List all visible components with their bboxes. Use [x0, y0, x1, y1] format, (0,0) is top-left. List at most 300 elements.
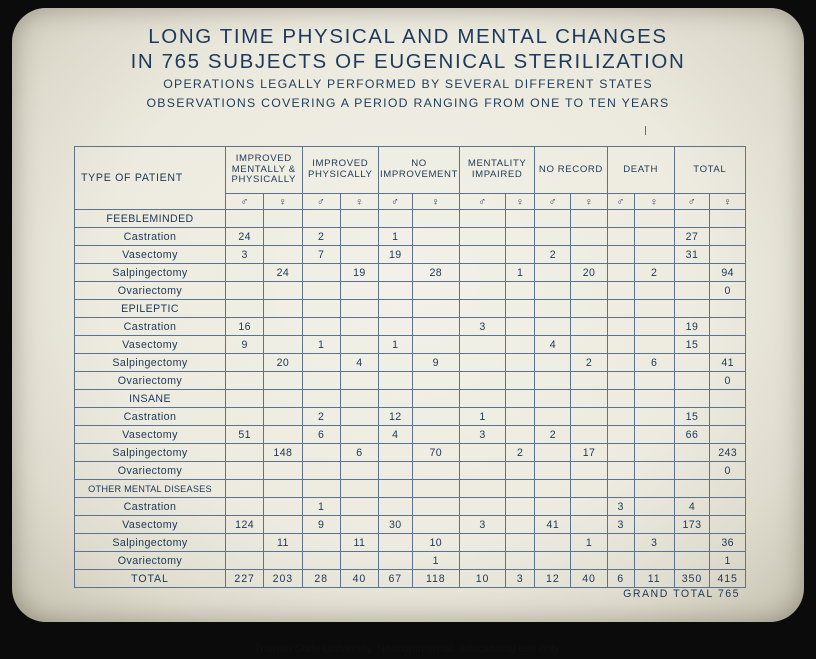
table-cell — [535, 534, 571, 552]
table-row — [75, 246, 746, 264]
table-head — [75, 147, 746, 210]
table-cell — [607, 408, 634, 426]
table-cell — [607, 282, 634, 300]
total-cell: 12 — [535, 570, 571, 588]
table-cell — [535, 444, 571, 462]
table-row — [75, 282, 746, 300]
table-cell: 41 — [710, 354, 746, 372]
table-cell — [379, 498, 413, 516]
table-cell: 4 — [340, 354, 378, 372]
table-cell: 2 — [302, 228, 340, 246]
table-cell — [535, 264, 571, 282]
table-cell-empty — [340, 390, 378, 408]
table-cell — [506, 372, 535, 390]
table-cell — [535, 318, 571, 336]
table-cell — [264, 516, 302, 534]
table-cell — [571, 498, 607, 516]
column-header-total: TOTAL — [674, 147, 745, 194]
column-header-improved-physically: IMPROVED PHYSICALLY — [302, 147, 379, 194]
table-row — [75, 462, 746, 480]
table-cell — [226, 282, 264, 300]
table-cell: 1 — [302, 498, 340, 516]
table-cell: 15 — [674, 408, 710, 426]
table-cell-empty — [571, 210, 607, 228]
female-symbol-icon-2: ♀ — [340, 194, 378, 210]
table-cell: 16 — [226, 318, 264, 336]
table-cell — [634, 228, 674, 246]
table-cell — [607, 264, 634, 282]
table-cell — [226, 408, 264, 426]
table-cell-empty — [340, 300, 378, 318]
section-label: EPILEPTIC — [75, 300, 226, 318]
table-cell: 10 — [412, 534, 459, 552]
procedure-label: Vasectomy — [75, 516, 226, 534]
table-row — [75, 426, 746, 444]
table-cell: 9 — [302, 516, 340, 534]
table-row — [75, 228, 746, 246]
table-cell: 3 — [607, 498, 634, 516]
table-cell-empty — [460, 390, 506, 408]
table-cell — [302, 372, 340, 390]
column-header-improved-mentally-physically: IMPROVED MENTALLY & PHYSICALLY — [226, 147, 303, 194]
title-line-1: LONG TIME PHYSICAL AND MENTAL CHANGES — [148, 25, 668, 48]
table-cell — [226, 534, 264, 552]
table-row — [75, 264, 746, 282]
table-cell-empty — [412, 390, 459, 408]
procedure-label: Vasectomy — [75, 246, 226, 264]
table-cell — [634, 246, 674, 264]
table-cell — [506, 516, 535, 534]
table-cell-empty — [302, 300, 340, 318]
table-cell — [634, 444, 674, 462]
table-cell-empty — [710, 210, 746, 228]
total-cell: 118 — [412, 570, 459, 588]
table-cell: 1 — [379, 336, 413, 354]
table-cell — [302, 534, 340, 552]
table-cell-empty — [674, 210, 710, 228]
slide-content — [32, 18, 784, 614]
table-cell — [460, 534, 506, 552]
table-cell — [264, 462, 302, 480]
table-cell — [607, 444, 634, 462]
table-cell — [264, 498, 302, 516]
table-cell-empty — [506, 300, 535, 318]
table-cell-empty — [506, 210, 535, 228]
table-cell: 3 — [460, 516, 506, 534]
credit-line: Truman State University. Noncommercial, educational use only. — [254, 643, 562, 655]
table-cell — [506, 462, 535, 480]
table-cell — [379, 444, 413, 462]
table-section-row — [75, 480, 746, 498]
table-cell — [710, 336, 746, 354]
table-cell — [571, 462, 607, 480]
title-block — [32, 18, 784, 111]
table-cell — [506, 534, 535, 552]
table-cell — [226, 444, 264, 462]
table-cell — [571, 246, 607, 264]
table-total-row — [75, 570, 746, 588]
table-cell: 4 — [379, 426, 413, 444]
table-cell-empty — [571, 300, 607, 318]
subtitle-line-2: OBSERVATIONS COVERING A PERIOD RANGING FROM ONE TO TEN YEARS — [146, 95, 670, 110]
table-section-row — [75, 300, 746, 318]
table-cell — [634, 318, 674, 336]
table-cell — [674, 444, 710, 462]
table-cell — [571, 318, 607, 336]
grand-total-label: GRAND TOTAL 765 — [623, 588, 740, 600]
table-cell: 1 — [571, 534, 607, 552]
table-cell-empty — [379, 480, 413, 498]
table-cell: 4 — [674, 498, 710, 516]
table-cell — [379, 462, 413, 480]
table-cell — [571, 426, 607, 444]
table-cell — [571, 516, 607, 534]
table-cell-empty — [379, 390, 413, 408]
table-cell — [674, 552, 710, 570]
total-cell: 227 — [226, 570, 264, 588]
table-cell — [571, 552, 607, 570]
table-cell: 17 — [571, 444, 607, 462]
table-cell — [607, 552, 634, 570]
table-cell — [634, 408, 674, 426]
table-cell — [674, 282, 710, 300]
table-cell — [535, 228, 571, 246]
table-cell — [674, 534, 710, 552]
table-cell: 4 — [535, 336, 571, 354]
table-cell — [226, 264, 264, 282]
table-cell: 3 — [460, 426, 506, 444]
table-cell — [340, 282, 378, 300]
table-cell — [264, 246, 302, 264]
table-section-row — [75, 390, 746, 408]
table-cell — [634, 426, 674, 444]
female-symbol-icon-7: ♀ — [710, 194, 746, 210]
table-cell-empty — [302, 480, 340, 498]
table-cell — [710, 318, 746, 336]
table-cell: 2 — [535, 426, 571, 444]
table-row — [75, 354, 746, 372]
female-symbol-icon-3: ♀ — [412, 194, 459, 210]
table-cell — [460, 462, 506, 480]
table-cell — [710, 426, 746, 444]
table-cell-empty — [379, 210, 413, 228]
table-cell-empty — [634, 210, 674, 228]
section-label: FEEBLEMINDED — [75, 210, 226, 228]
table-cell — [412, 426, 459, 444]
table-cell — [634, 282, 674, 300]
table-cell — [379, 318, 413, 336]
male-symbol-icon-2: ♂ — [302, 194, 340, 210]
table-cell — [226, 372, 264, 390]
table-cell — [264, 372, 302, 390]
total-cell: 28 — [302, 570, 340, 588]
table-cell-empty — [634, 300, 674, 318]
female-symbol-icon-6: ♀ — [634, 194, 674, 210]
table-cell — [264, 318, 302, 336]
column-header-type-of-patient: TYPE OF PATIENT — [75, 147, 226, 210]
table-cell — [379, 372, 413, 390]
table-cell: 31 — [674, 246, 710, 264]
table-cell: 94 — [710, 264, 746, 282]
table-cell — [412, 516, 459, 534]
table-cell — [302, 552, 340, 570]
table-cell — [460, 354, 506, 372]
table-cell — [379, 354, 413, 372]
table-cell-empty — [607, 210, 634, 228]
table-cell-empty — [460, 300, 506, 318]
table-cell — [571, 336, 607, 354]
procedure-label: Salpingectomy — [75, 444, 226, 462]
table-cell — [412, 282, 459, 300]
section-label: INSANE — [75, 390, 226, 408]
table-cell — [460, 444, 506, 462]
table-cell — [535, 498, 571, 516]
male-symbol-icon-3: ♂ — [379, 194, 413, 210]
table-cell — [226, 354, 264, 372]
title-line-2: IN 765 SUBJECTS OF EUGENICAL STERILIZATION — [130, 50, 686, 73]
table-cell-empty — [302, 390, 340, 408]
table-cell-empty — [710, 300, 746, 318]
table-cell: 70 — [412, 444, 459, 462]
table-cell — [535, 282, 571, 300]
table-cell — [340, 318, 378, 336]
table-cell: 1 — [302, 336, 340, 354]
table-cell-empty — [264, 210, 302, 228]
table-cell — [302, 462, 340, 480]
procedure-label: Castration — [75, 408, 226, 426]
total-cell: 203 — [264, 570, 302, 588]
table-cell — [710, 408, 746, 426]
table-cell: 6 — [302, 426, 340, 444]
lantern-slide-plate — [12, 8, 804, 622]
table-body — [75, 210, 746, 588]
table-cell-empty — [674, 480, 710, 498]
table-cell-empty — [226, 210, 264, 228]
table-cell — [460, 498, 506, 516]
table-cell-empty — [571, 480, 607, 498]
column-header-death: DEATH — [607, 147, 674, 194]
table-cell-empty — [535, 480, 571, 498]
table-cell: 20 — [264, 354, 302, 372]
female-symbol-icon-5: ♀ — [571, 194, 607, 210]
procedure-label: Vasectomy — [75, 336, 226, 354]
table-cell — [264, 408, 302, 426]
table-cell: 148 — [264, 444, 302, 462]
table-cell — [302, 264, 340, 282]
table-cell — [340, 516, 378, 534]
table-cell — [340, 462, 378, 480]
table-cell: 66 — [674, 426, 710, 444]
table-cell: 11 — [340, 534, 378, 552]
table-cell: 27 — [674, 228, 710, 246]
table-cell: 0 — [710, 282, 746, 300]
table-cell — [379, 282, 413, 300]
table-cell — [226, 552, 264, 570]
table-cell-empty — [710, 480, 746, 498]
total-cell: 40 — [340, 570, 378, 588]
male-symbol-icon-7: ♂ — [674, 194, 710, 210]
table-group-header-row — [75, 147, 746, 194]
table-row — [75, 552, 746, 570]
table-cell — [607, 372, 634, 390]
table-cell — [412, 318, 459, 336]
table-cell — [607, 534, 634, 552]
procedure-label: Ovariectomy — [75, 552, 226, 570]
table-cell — [634, 372, 674, 390]
table-cell-empty — [674, 300, 710, 318]
table-cell — [607, 354, 634, 372]
table-cell-empty — [571, 390, 607, 408]
table-cell-empty — [634, 390, 674, 408]
table-cell: 24 — [226, 228, 264, 246]
table-cell: 12 — [379, 408, 413, 426]
procedure-label: Ovariectomy — [75, 462, 226, 480]
total-cell: 11 — [634, 570, 674, 588]
results-table — [74, 146, 746, 588]
table-cell — [264, 552, 302, 570]
table-row — [75, 444, 746, 462]
male-symbol-icon-4: ♂ — [460, 194, 506, 210]
table-cell — [571, 408, 607, 426]
table-cell — [506, 282, 535, 300]
table-cell — [226, 498, 264, 516]
procedure-label: Salpingectomy — [75, 264, 226, 282]
column-header-mentality-impaired: MENTALITY IMPAIRED — [460, 147, 535, 194]
table-cell — [607, 246, 634, 264]
table-cell: 2 — [571, 354, 607, 372]
table-cell: 1 — [412, 552, 459, 570]
table-cell — [535, 552, 571, 570]
procedure-label: Salpingectomy — [75, 534, 226, 552]
table-cell: 30 — [379, 516, 413, 534]
table-cell-empty — [535, 210, 571, 228]
table-cell — [340, 426, 378, 444]
table-cell-empty — [226, 480, 264, 498]
table-cell — [340, 552, 378, 570]
table-cell — [506, 318, 535, 336]
total-cell: 350 — [674, 570, 710, 588]
table-cell — [634, 516, 674, 534]
table-cell: 9 — [412, 354, 459, 372]
table-cell — [412, 246, 459, 264]
table-cell-empty — [264, 390, 302, 408]
table-row — [75, 336, 746, 354]
table-cell — [506, 408, 535, 426]
table-cell — [506, 354, 535, 372]
table-cell — [710, 246, 746, 264]
table-cell — [710, 228, 746, 246]
table-cell — [634, 498, 674, 516]
table-cell — [264, 282, 302, 300]
table-cell — [506, 498, 535, 516]
table-cell: 1 — [506, 264, 535, 282]
table-cell-empty — [226, 390, 264, 408]
table-cell: 9 — [226, 336, 264, 354]
table-cell — [607, 336, 634, 354]
table-cell: 24 — [264, 264, 302, 282]
table-section-row — [75, 210, 746, 228]
procedure-label: Castration — [75, 498, 226, 516]
table-cell: 2 — [634, 264, 674, 282]
table-cell — [571, 282, 607, 300]
table-cell — [412, 498, 459, 516]
female-symbol-icon-1: ♀ — [264, 194, 302, 210]
procedure-label: Vasectomy — [75, 426, 226, 444]
table-cell-empty — [264, 300, 302, 318]
total-cell: 6 — [607, 570, 634, 588]
table-cell: 19 — [340, 264, 378, 282]
table-cell: 2 — [535, 246, 571, 264]
table-cell — [460, 246, 506, 264]
table-cell-empty — [302, 210, 340, 228]
table-cell: 6 — [340, 444, 378, 462]
total-cell: 415 — [710, 570, 746, 588]
table-cell: 15 — [674, 336, 710, 354]
table-cell — [535, 372, 571, 390]
table-cell-empty — [607, 480, 634, 498]
table-cell — [710, 516, 746, 534]
table-cell: 3 — [607, 516, 634, 534]
subtitle-line-1: OPERATIONS LEGALLY PERFORMED BY SEVERAL DIFFERENT STATES — [163, 77, 653, 91]
table-cell-empty — [535, 390, 571, 408]
table-cell — [674, 264, 710, 282]
table-cell: 1 — [710, 552, 746, 570]
table-cell — [506, 552, 535, 570]
table-cell: 19 — [674, 318, 710, 336]
table-row — [75, 498, 746, 516]
table-cell: 1 — [379, 228, 413, 246]
table-cell — [460, 336, 506, 354]
table-cell-empty — [340, 480, 378, 498]
table-cell — [460, 264, 506, 282]
male-symbol-icon-5: ♂ — [535, 194, 571, 210]
procedure-label: Salpingectomy — [75, 354, 226, 372]
table-cell — [302, 444, 340, 462]
table-cell — [412, 228, 459, 246]
table-cell — [226, 462, 264, 480]
table-cell: 51 — [226, 426, 264, 444]
table-cell — [340, 228, 378, 246]
table-cell — [379, 534, 413, 552]
table-cell: 20 — [571, 264, 607, 282]
table-cell — [506, 336, 535, 354]
table-row — [75, 372, 746, 390]
table-cell — [674, 462, 710, 480]
male-symbol-icon-1: ♂ — [226, 194, 264, 210]
table-cell-empty — [460, 210, 506, 228]
table-cell — [571, 372, 607, 390]
table-cell: 3 — [226, 246, 264, 264]
table-cell — [674, 372, 710, 390]
table-cell — [340, 498, 378, 516]
table-cell: 36 — [710, 534, 746, 552]
table-cell — [506, 228, 535, 246]
table-cell: 19 — [379, 246, 413, 264]
table-cell — [607, 318, 634, 336]
table-cell — [634, 552, 674, 570]
total-cell: 3 — [506, 570, 535, 588]
table-cell — [302, 318, 340, 336]
table-cell-empty — [460, 480, 506, 498]
table-cell — [302, 354, 340, 372]
table-cell — [535, 408, 571, 426]
table-cell: 7 — [302, 246, 340, 264]
table-cell-empty — [535, 300, 571, 318]
total-label: TOTAL — [75, 570, 226, 588]
table-cell-empty — [710, 390, 746, 408]
table-cell-empty — [226, 300, 264, 318]
table-cell — [412, 462, 459, 480]
